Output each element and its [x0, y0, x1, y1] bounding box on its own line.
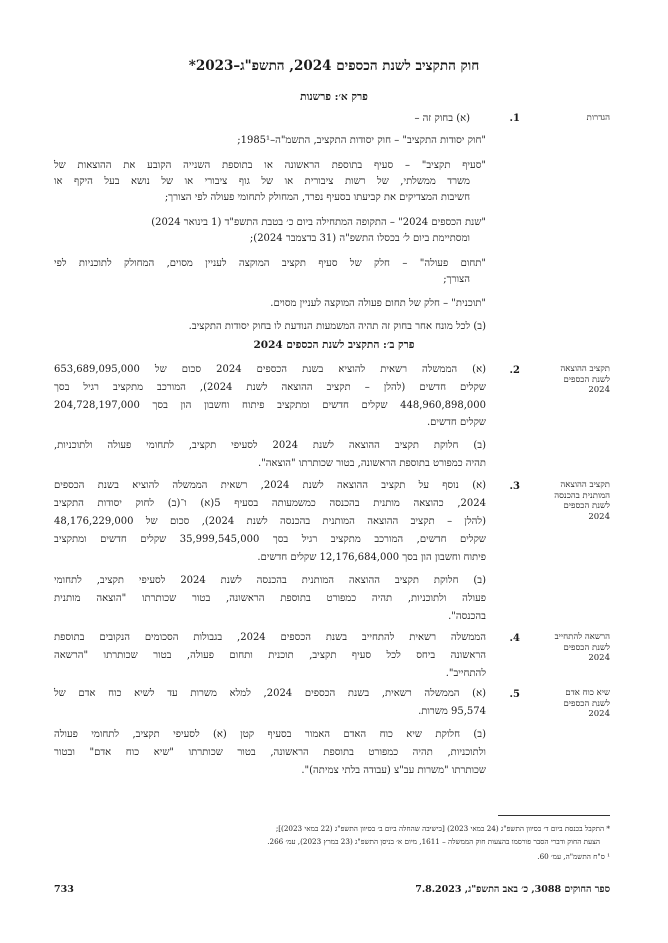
sec2-b-line1: (ב) חלוקת תקציב ההוצאה לשנת 2024 לסעיפי תקציב, לתחומי פעולה ולתוכניות,	[54, 440, 486, 451]
sec2-a-line3: 448,960,898,000 שקלים חדשים ומתקציב פיתוח וחשבון הון בסך 204,728,197,000	[54, 400, 486, 411]
part-a-title: פרק א׳: פרשנות	[300, 91, 368, 103]
footnote-star-2: הצעת החוק ודברי הסבר פורסמו בהצעות חוק הממשלה – 1611, מיום א׳ בניסן התשפ"ג (23 במרץ 2023), עמ׳ 266.	[267, 837, 600, 846]
sec5-b-line3: שכותרתו "משרות עב"צ (עבודה בלתי צמיתה)".	[301, 765, 486, 776]
sec2-a-line2: שקלים חדשים (להלן – תקציב ההוצאה לשנת 2024), המורכב מתקציב רגיל בסך	[54, 382, 486, 393]
sec4-line1: הממשלה רשאית להתחייב בשנת הכספים 2024, בגבולות הסכומים הנקובים בתוספת	[54, 632, 486, 643]
sec3-a-line2: 2024, כהוצאה מותנית בהכנסה כמשמעותה בסעיף 5(א) ו־(ב) לחוק יסודות התקציב	[54, 498, 486, 509]
sec1-b: (ב) לכל מונח אחר בחוק זה תהיה המשמעות הנודעת לו בחוק יסודות התקציב.	[188, 321, 486, 332]
sec2-b-line2: תהיה כמפורט בתוספת הראשונה, בטור שכותרתו "הוצאה".	[257, 458, 486, 469]
sec4-line3: להתחייב".	[445, 668, 486, 679]
sec3-a-line5: פיתוח וחשבון הון בסך 12,176,684,000 שקלים חדשים.	[257, 552, 486, 563]
def-budget-foundations: "חוק יסודות התקציב" – חוק יסודות התקציב, התשמ"ה–1985¹;	[237, 135, 486, 146]
sec2-a-line4: שקלים חדשים.	[427, 417, 486, 428]
sec1-a-intro: (א) בחוק זה –	[414, 113, 470, 124]
sec3-a-line4: שקלים חדשים, המורכב מתקציב רגיל בסך 35,999,545,000 שקלים חדשים ומתקציב	[54, 534, 487, 545]
sec3-b-line2: פעולה ולתוכניות, תהיה כמפורט בתוספת הראשונה, בטור שכותרתו "הוצאה מותנית	[54, 593, 486, 604]
sec5-a-line2: 95,574 משרות.	[418, 706, 486, 717]
section-2-number: 2.	[509, 365, 520, 376]
sec3-b-line3: בהכנסה".	[448, 611, 486, 622]
side-label-sec4: הרשאה להתחייב לשנת הכספים 2024	[554, 632, 610, 663]
section-5-number: 5.	[509, 689, 520, 700]
side-label-sec2: תקציב ההוצאה לשנת הכספים 2024	[560, 364, 610, 395]
sec3-b-line1: (ב) חלוקת תקציב ההוצאה המותנית בהכנסה לשנת 2024 לסעיפי תקציב, לתחומי	[54, 575, 486, 586]
footnote-divider	[498, 815, 610, 816]
section-1-number: 1.	[509, 113, 520, 124]
sec5-b-line2: ולתוכניות, תהיה כמפורט בתוספת הראשונה, בטור שכותרתו "שיא כוח אדם" ובטור	[54, 747, 486, 758]
section-3-number: 3.	[509, 481, 520, 492]
section-4-number: 4.	[509, 633, 520, 644]
law-title: חוק התקציב לשנת הכספים 2024, התשפ"ג–2023*	[188, 58, 480, 74]
def-fiscal-year-2: ומסתיימת ביום ל׳ בכסלו התשפ"ה (31 בדצמבר 2024);	[249, 233, 470, 244]
footnote-1: ¹ ס"ח התשמ"ה, עמ׳ 60.	[537, 852, 610, 861]
side-label-definitions: הגדרות	[586, 113, 610, 123]
sec4-line2: הראשונה ביחס לכל סעיף תקציב, תוכנית ותחום פעולה, בטור שכותרתו "הרשאה	[54, 650, 486, 661]
sec3-a-line1: (א) נוסף על תקציב ההוצאה לשנת 2024, רשאית הממשלה להוציא בשנת הכספים	[54, 480, 487, 491]
def-budget-item-1: "סעיף תקציב" – סעיף בתוספת הראשונה או בתוספת השנייה הקובע את ההוצאות של	[54, 160, 486, 171]
footer-gazette-info: ספר החוקים 3088, כ׳ באב התשפ"ג, 7.8.2023	[415, 884, 610, 895]
sec3-a-line3: (להלן – תקציב ההוצאה המותנית בהכנסה לשנת 2024), סכום של 48,176,229,000	[54, 516, 486, 527]
sec2-a-line1: (א) הממשלה רשאית להוציא בשנת הכספים 2024 סכום של 653,689,095,000	[54, 364, 486, 375]
def-fiscal-year-1: "שנת הכספים 2024" – התקופה המתחילה ביום כ׳ בטבת התשפ"ד (1 בינואר 2024)	[151, 217, 486, 228]
def-activity-field-1: "תחום פעולה" – חלק של סעיף תקציב המוקצה לעניין מסוים, המחולק לתוכניות לפי	[54, 258, 486, 269]
sec5-a-line1: (א) הממשלה רשאית, בשנת הכספים 2024, למלא משרות עד לשיא כוח אדם של	[54, 688, 486, 699]
part-b-title: פרק ב׳: התקציב לשנת הכספים 2024	[253, 339, 415, 351]
sec5-b-line1: (ב) חלוקת שיא כוח האדם האמור בסעיף קטן (א) לסעיפי תקציב, לתחומי פעולה	[54, 729, 486, 740]
def-program: "תוכנית" – חלק של תחום פעולה המוקצה לעניין מסוים.	[270, 298, 486, 309]
def-budget-item-2: משרד ממשלתי, של רשות ציבורית או של גוף ציבורי או של נושא בעל היקף או	[54, 176, 470, 187]
page-number: 733	[54, 884, 74, 895]
side-label-sec3: תקציב ההוצאה המותנית בהכנסה לשנת הכספים 2024	[554, 480, 610, 522]
footnote-star-1: * התקבל בכנסת ביום ד׳ בסיוון התשפ"ג (24 במאי 2023) [בישיבה שהחלה ביום ב׳ בסיוון התשפ"ג (22 במאי 2023)];	[275, 824, 610, 833]
def-budget-item-3: חשיבות המצדיקים את קביעתו בסעיף נפרד, המחולק לתחומי פעולה לפי הצורך;	[164, 192, 470, 203]
def-activity-field-2: הצורך;	[443, 274, 470, 285]
side-label-sec5: שיא כוח אדם לשנת הכספים 2024	[563, 688, 610, 719]
